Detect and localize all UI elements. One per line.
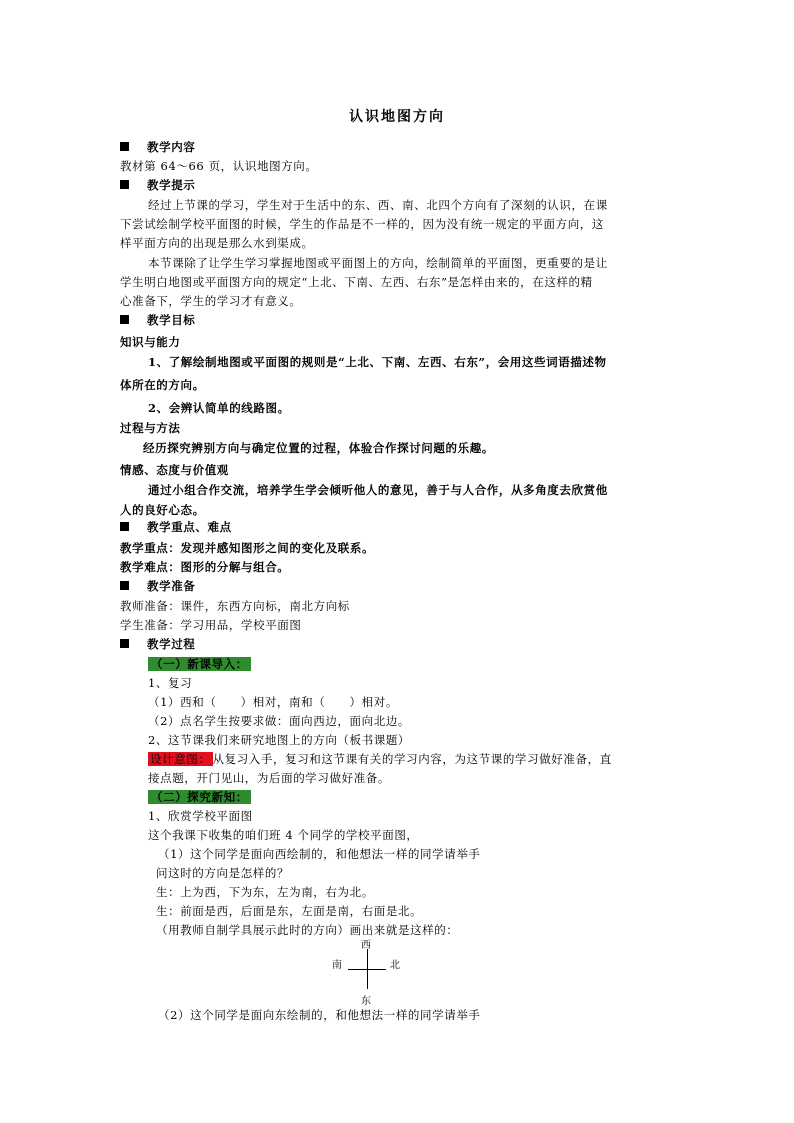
part-2-heading — [148, 790, 251, 805]
content-line: 教材第 64～66 页，认识地图方向。 — [120, 159, 318, 173]
cross-vertical-line — [367, 949, 368, 989]
section-teaching-tips: 教学提示 — [120, 178, 195, 193]
square-bullet-icon — [120, 142, 129, 151]
design-intent-line-2: 接点题，开门见山，为后面的学习做好准备。 — [148, 771, 390, 785]
subheading-process: 过程与方法 — [120, 421, 181, 435]
section-preparation: 教学准备 — [120, 579, 195, 594]
tips-paragraph-1-end: 样平面方向的出现是那么水到渠成。 — [120, 236, 314, 250]
goal-item-1-cont: 体所在的方向。 — [120, 378, 205, 392]
student-preparation: 学生准备：学习用品，学校平面图 — [120, 618, 302, 632]
part-1-heading — [148, 657, 251, 672]
review-question-2: （2）点名学生按要求做：面向西边，面向北边。 — [148, 714, 411, 728]
explore-intro: 这个我课下收集的咱们班 4 个同学的学校平面图， — [148, 828, 419, 842]
review-heading: 1、复习 — [148, 676, 193, 690]
part-1-highlight: （一）新课导入： — [148, 657, 251, 671]
goal-item-2: 2、会辨认简单的线路图。 — [148, 401, 290, 415]
square-bullet-icon — [120, 639, 129, 648]
student-answer-2: 生：前面是西，后面是东，左面是南，右面是北。 — [156, 904, 423, 918]
square-bullet-icon — [120, 581, 129, 590]
explore-question-2: （2）这个同学是面向东绘制的，和他想法一样的同学请举手 — [158, 1008, 481, 1022]
goal-item-1: 1、了解绘制地图或平面图的规则是“上北、下南、左西、右东”，会用这些词语描述物 — [148, 355, 607, 369]
emotion-line-2: 人的良好心态。 — [120, 503, 205, 517]
section-key-points: 教学重点、难点 — [120, 520, 232, 535]
demo-line: （用教师自制学具展示此时的方向）画出来就是这样的： — [156, 923, 459, 937]
design-intent-label: 设计意图： — [150, 752, 211, 766]
part-2-highlight: （二）探究新知： — [148, 790, 251, 804]
teacher-preparation: 教师准备：课件，东西方向标，南北方向标 — [120, 599, 350, 613]
tips-paragraph-2-end: 心准备下，学生的学习才有意义。 — [120, 294, 302, 308]
square-bullet-icon — [120, 315, 129, 324]
tips-paragraph-1-cont: 下尝试绘制学校平面图的时候，学生的作品是不一样的，因为没有统一规定的平面方向，这 — [120, 217, 604, 231]
tips-paragraph-1: 经过上节课的学习，学生对于生活中的东、西、南、北四个方向有了深刻的认识，在课 — [148, 198, 608, 212]
explore-heading: 1、欣赏学校平面图 — [148, 809, 253, 823]
direction-label-right: 北 — [390, 960, 400, 971]
subheading-knowledge: 知识与能力 — [120, 335, 181, 349]
process-line: 经历探究辨别方向与确定位置的过程，体验合作探讨问题的乐趣。 — [143, 441, 494, 455]
page-title: 认识地图方向 — [349, 109, 445, 125]
tips-paragraph-2: 本节课除了让学生学习掌握地图或平面图上的方向，绘制简单的平面图，更重要的是让 — [148, 256, 608, 270]
student-answer-1: 生：上为西，下为东，左为南，右为北。 — [156, 885, 374, 899]
direction-label-left: 南 — [332, 960, 342, 971]
explore-question-1-cont: 问这时的方向是怎样的？ — [156, 866, 290, 880]
section-teaching-process: 教学过程 — [120, 637, 195, 652]
subheading-emotion: 情感、态度与价值观 — [120, 463, 229, 477]
review-question-1: （1）西和（ ）相对，南和（ ）相对。 — [148, 695, 398, 709]
square-bullet-icon — [120, 180, 129, 189]
section-teaching-content: 教学内容 — [120, 140, 195, 155]
explore-question-1: （1）这个同学是面向西绘制的，和他想法一样的同学请举手 — [158, 847, 481, 861]
topic-line: 2、这节课我们来研究地图上的方向（板书课题） — [148, 733, 411, 747]
section-teaching-goals: 教学目标 — [120, 313, 195, 328]
direction-label-top: 西 — [361, 940, 371, 951]
emotion-line-1: 通过小组合作交流，培养学生学会倾听他人的意见，善于与人合作，从多角度去欣赏他 — [148, 483, 608, 497]
direction-label-bottom: 东 — [361, 996, 371, 1007]
tips-paragraph-2-cont: 学生明白地图或平面图方向的规定“上北、下南、左西、右东”是怎样由来的，在这样的精 — [120, 275, 593, 289]
direction-cross-diagram — [320, 934, 410, 1007]
difficulty-line: 教学难点：图形的分解与组合。 — [120, 560, 290, 574]
square-bullet-icon — [120, 522, 129, 531]
design-intent-line: 设计意图： 从复习入手，复习和这节课有关的学习内容，为这节课的学习做好准备，直 — [150, 752, 612, 766]
key-point-line: 教学重点：发现并感知图形之间的变化及联系。 — [120, 541, 375, 555]
